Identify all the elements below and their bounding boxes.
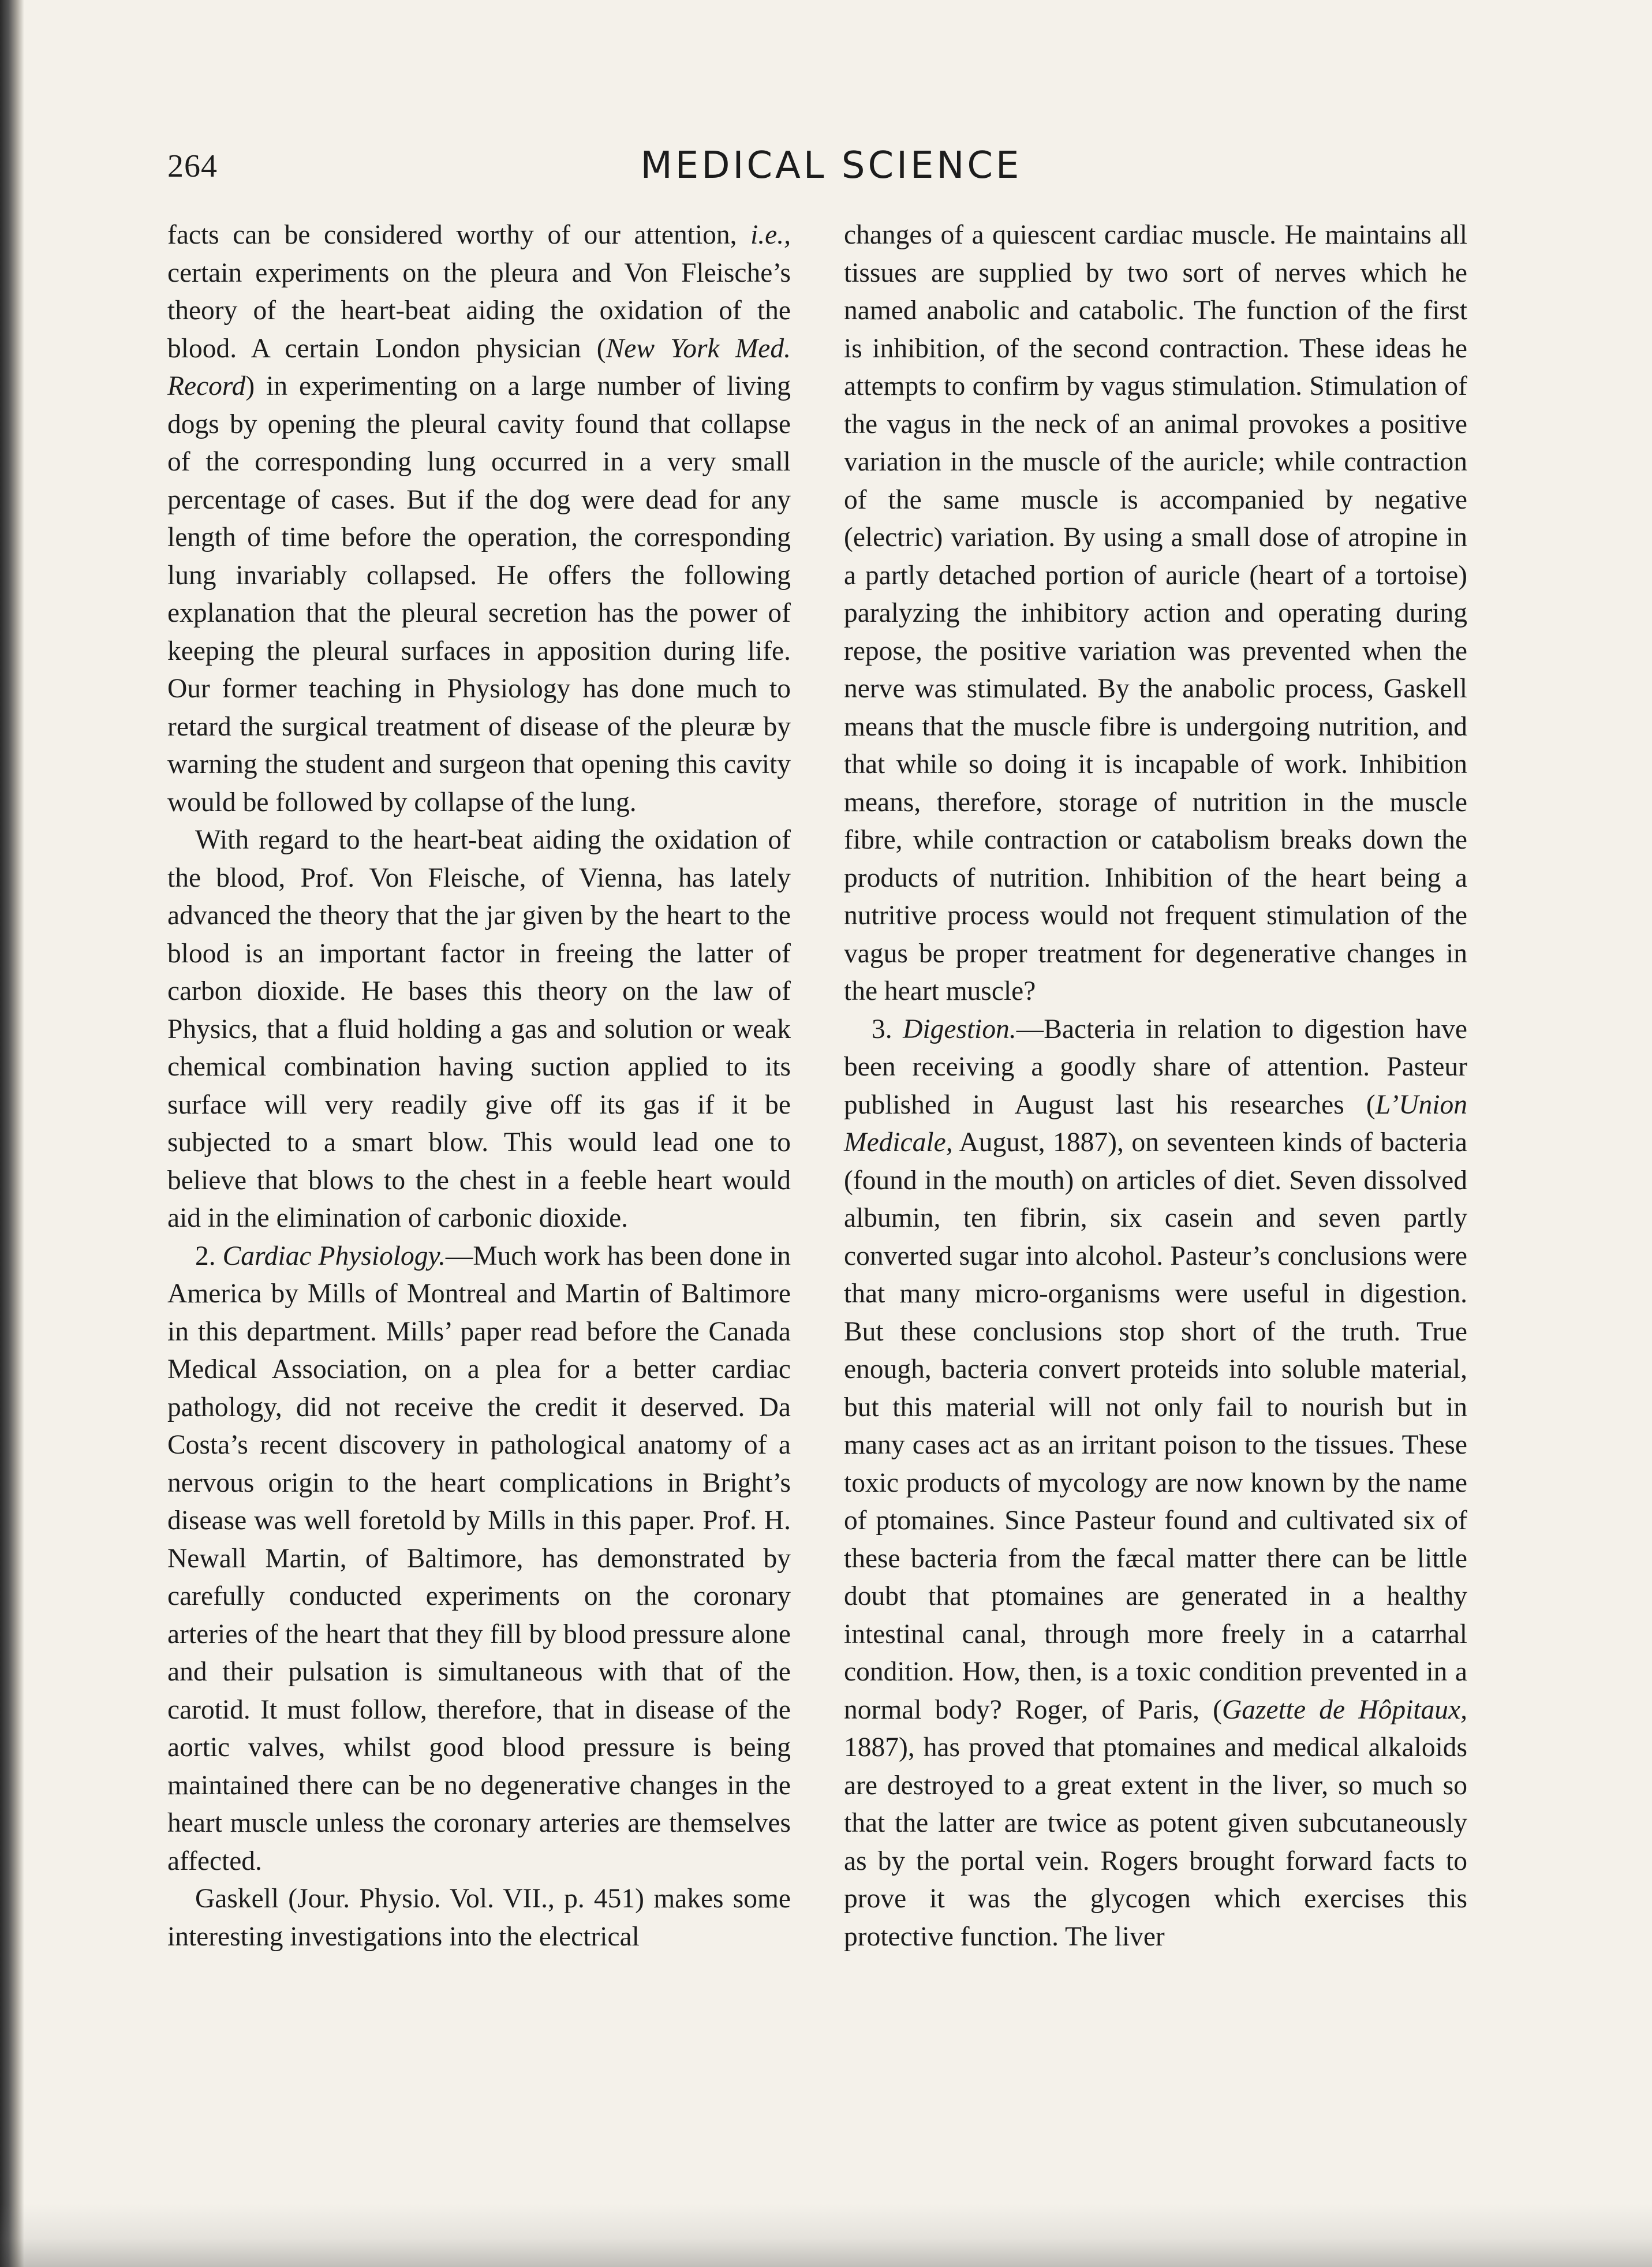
page-bottom-shadow: [0, 2203, 1652, 2267]
text-run: —Much work has been done in America by Mills of Montreal and Martin of Baltimore in this department. Mills’ paper read before the Canada Medical Association, on a plea for a better cardiac pathology, did not receive the credit it deserved. Da Costa’s recent discovery in pathological anatomy of a nervous origin to the heart complications in Bright’s disease was well foretold by Mills in this paper. Prof. H. Newall Martin, of Baltimore, has demonstrated by carefully conducted experiments on the coronary arteries of the heart that they fill by blood pressure alone and their pulsation is simultaneous with that of the carotid. It must follow, therefore, that in disease of the aortic valves, whilst good blood pressure is being maintained there can be no degenerative changes in the heart muscle unless the coronary arteries are themselves affected.: [167, 1241, 791, 1876]
paragraph-gaskell: Gaskell (Jour. Physio. Vol. VII., p. 451) makes some interesting investigations into the electrical: [167, 1884, 791, 1952]
text-run: —Bacteria in relation to digestion have been receiving a goodly share of attention. Pasteur published in August last his researches (: [844, 1014, 1467, 1120]
page-number: 264: [167, 148, 218, 184]
section-heading: Digestion.: [903, 1014, 1016, 1044]
paragraph-digestion: [844, 1011, 1467, 1956]
right-column: [844, 216, 1467, 1956]
running-title: MEDICAL SCIENCE: [640, 144, 1022, 187]
section-number: 3.: [872, 1014, 903, 1044]
section-heading: Cardiac Physiology.: [222, 1241, 446, 1271]
text-run: 1887), has proved that ptomaines and medical alkaloids are destroyed to a great extent in the liver, so much so that the latter are twice as potent given subcutaneously as by the portal vein. Rogers brought forward facts to prove it was the glycogen which exercises this protective function. The liver: [844, 1732, 1467, 1952]
italic-abbrev: i.e.,: [750, 220, 791, 250]
page-binding-shadow: [0, 0, 24, 2267]
paragraph-heart-beat-oxidation: With regard to the heart-beat aiding the oxidation of the blood, Prof. Von Fleische, of Vienna, has lately advanced the theory that the jar given by the heart to the blood is an important factor in freeing the latter of carbon dioxide. He bases this theory on the law of Physics, that a fluid holding a gas and solution or weak chemical combination having suction applied to its surface will very readily give off its gas if it be subjected to a smart blow. This would lead one to believe that blows to the chest in a feeble heart would aid in the elimination of carbonic dioxide.: [167, 825, 791, 1233]
text-run: certain experiments on the pleura and Von Fleische’s theory of the heart-beat aiding the oxidation of the blood. A certain London physician (: [167, 257, 791, 364]
text-run: August, 1887), on seventeen kinds of bacteria (found in the mouth) on articles of diet. Seven dissolved albumin, ten fibrin, six casein and seven partly converted sugar into alcohol. Pasteur’s conclusions were that many micro-organisms were useful in digestion. But these conclusions stop short of the truth. True enough, bacteria convert proteids into soluble material, but this material will not only fail to nourish but in many cases act as an irritant poison to the tissues. These toxic products of mycology are now known by the name of ptomaines. Since Pasteur found and cultivated six of these bacteria from the fæcal matter there can be little doubt that ptomaines are generated in a healthy intestinal canal, through more freely in a catarrhal condition. How, then, is a toxic condition prevented in a normal body? Roger, of Paris, (: [844, 1127, 1467, 1725]
section-number: 2.: [195, 1241, 223, 1271]
paragraph-electrical-changes: changes of a quiescent cardiac muscle. He maintains all tissues are supplied by two sort of nerves which he named anabolic and catabolic. The function of the first is inhibition, of the second contraction. These ideas he attempts to confirm by vagus stimulation. Stimulation of the vagus in the neck of an animal provokes a positive variation in the muscle of the auricle; while contraction of the same muscle is accompanied by negative (electric) variation. By using a small dose of atropine in a partly detached portion of auricle (heart of a tortoise) paralyzing the inhibitory action and operating during repose, the positive variation was prevented when the nerve was stimulated. By the anabolic process, Gaskell means that the muscle fibre is undergoing nutrition, and that while so doing it is incapable of work. Inhibition means, therefore, storage of nutrition in the muscle fibre, while contraction or catabolism breaks down the products of nutrition. Inhibition of the heart being a nutritive process would not frequent stimulation of the vagus be proper treatment for degenerative changes in the heart muscle?: [844, 220, 1467, 1006]
left-column: [167, 216, 791, 1956]
text-run: ) in experimenting on a large number of living dogs by opening the pleural cavity found that collapse of the corresponding lung occurred in a very small percentage of cases. But if the dog were dead for any length of time before the operation, the corresponding lung invariably collapsed. He offers the following explanation that the pleural secretion has the power of keeping the pleural surfaces in apposition during life. Our former teaching in Physiology has done much to retard the surgical treatment of disease of the pleuræ by warning the student and surgeon that opening this cavity would be followed by collapse of the lung.: [167, 371, 791, 817]
citation-title: L’Union Medicale,: [844, 1089, 1467, 1157]
citation-title: New York Med. Record: [167, 333, 791, 401]
citation-title: Gazette de Hôpitaux,: [1221, 1694, 1467, 1725]
paragraph-pleura: [167, 216, 791, 821]
paragraph-cardiac-physiology: [167, 1238, 791, 1881]
page-header: [144, 144, 1518, 196]
text-run: facts can be considered worthy of our attention,: [167, 220, 751, 250]
